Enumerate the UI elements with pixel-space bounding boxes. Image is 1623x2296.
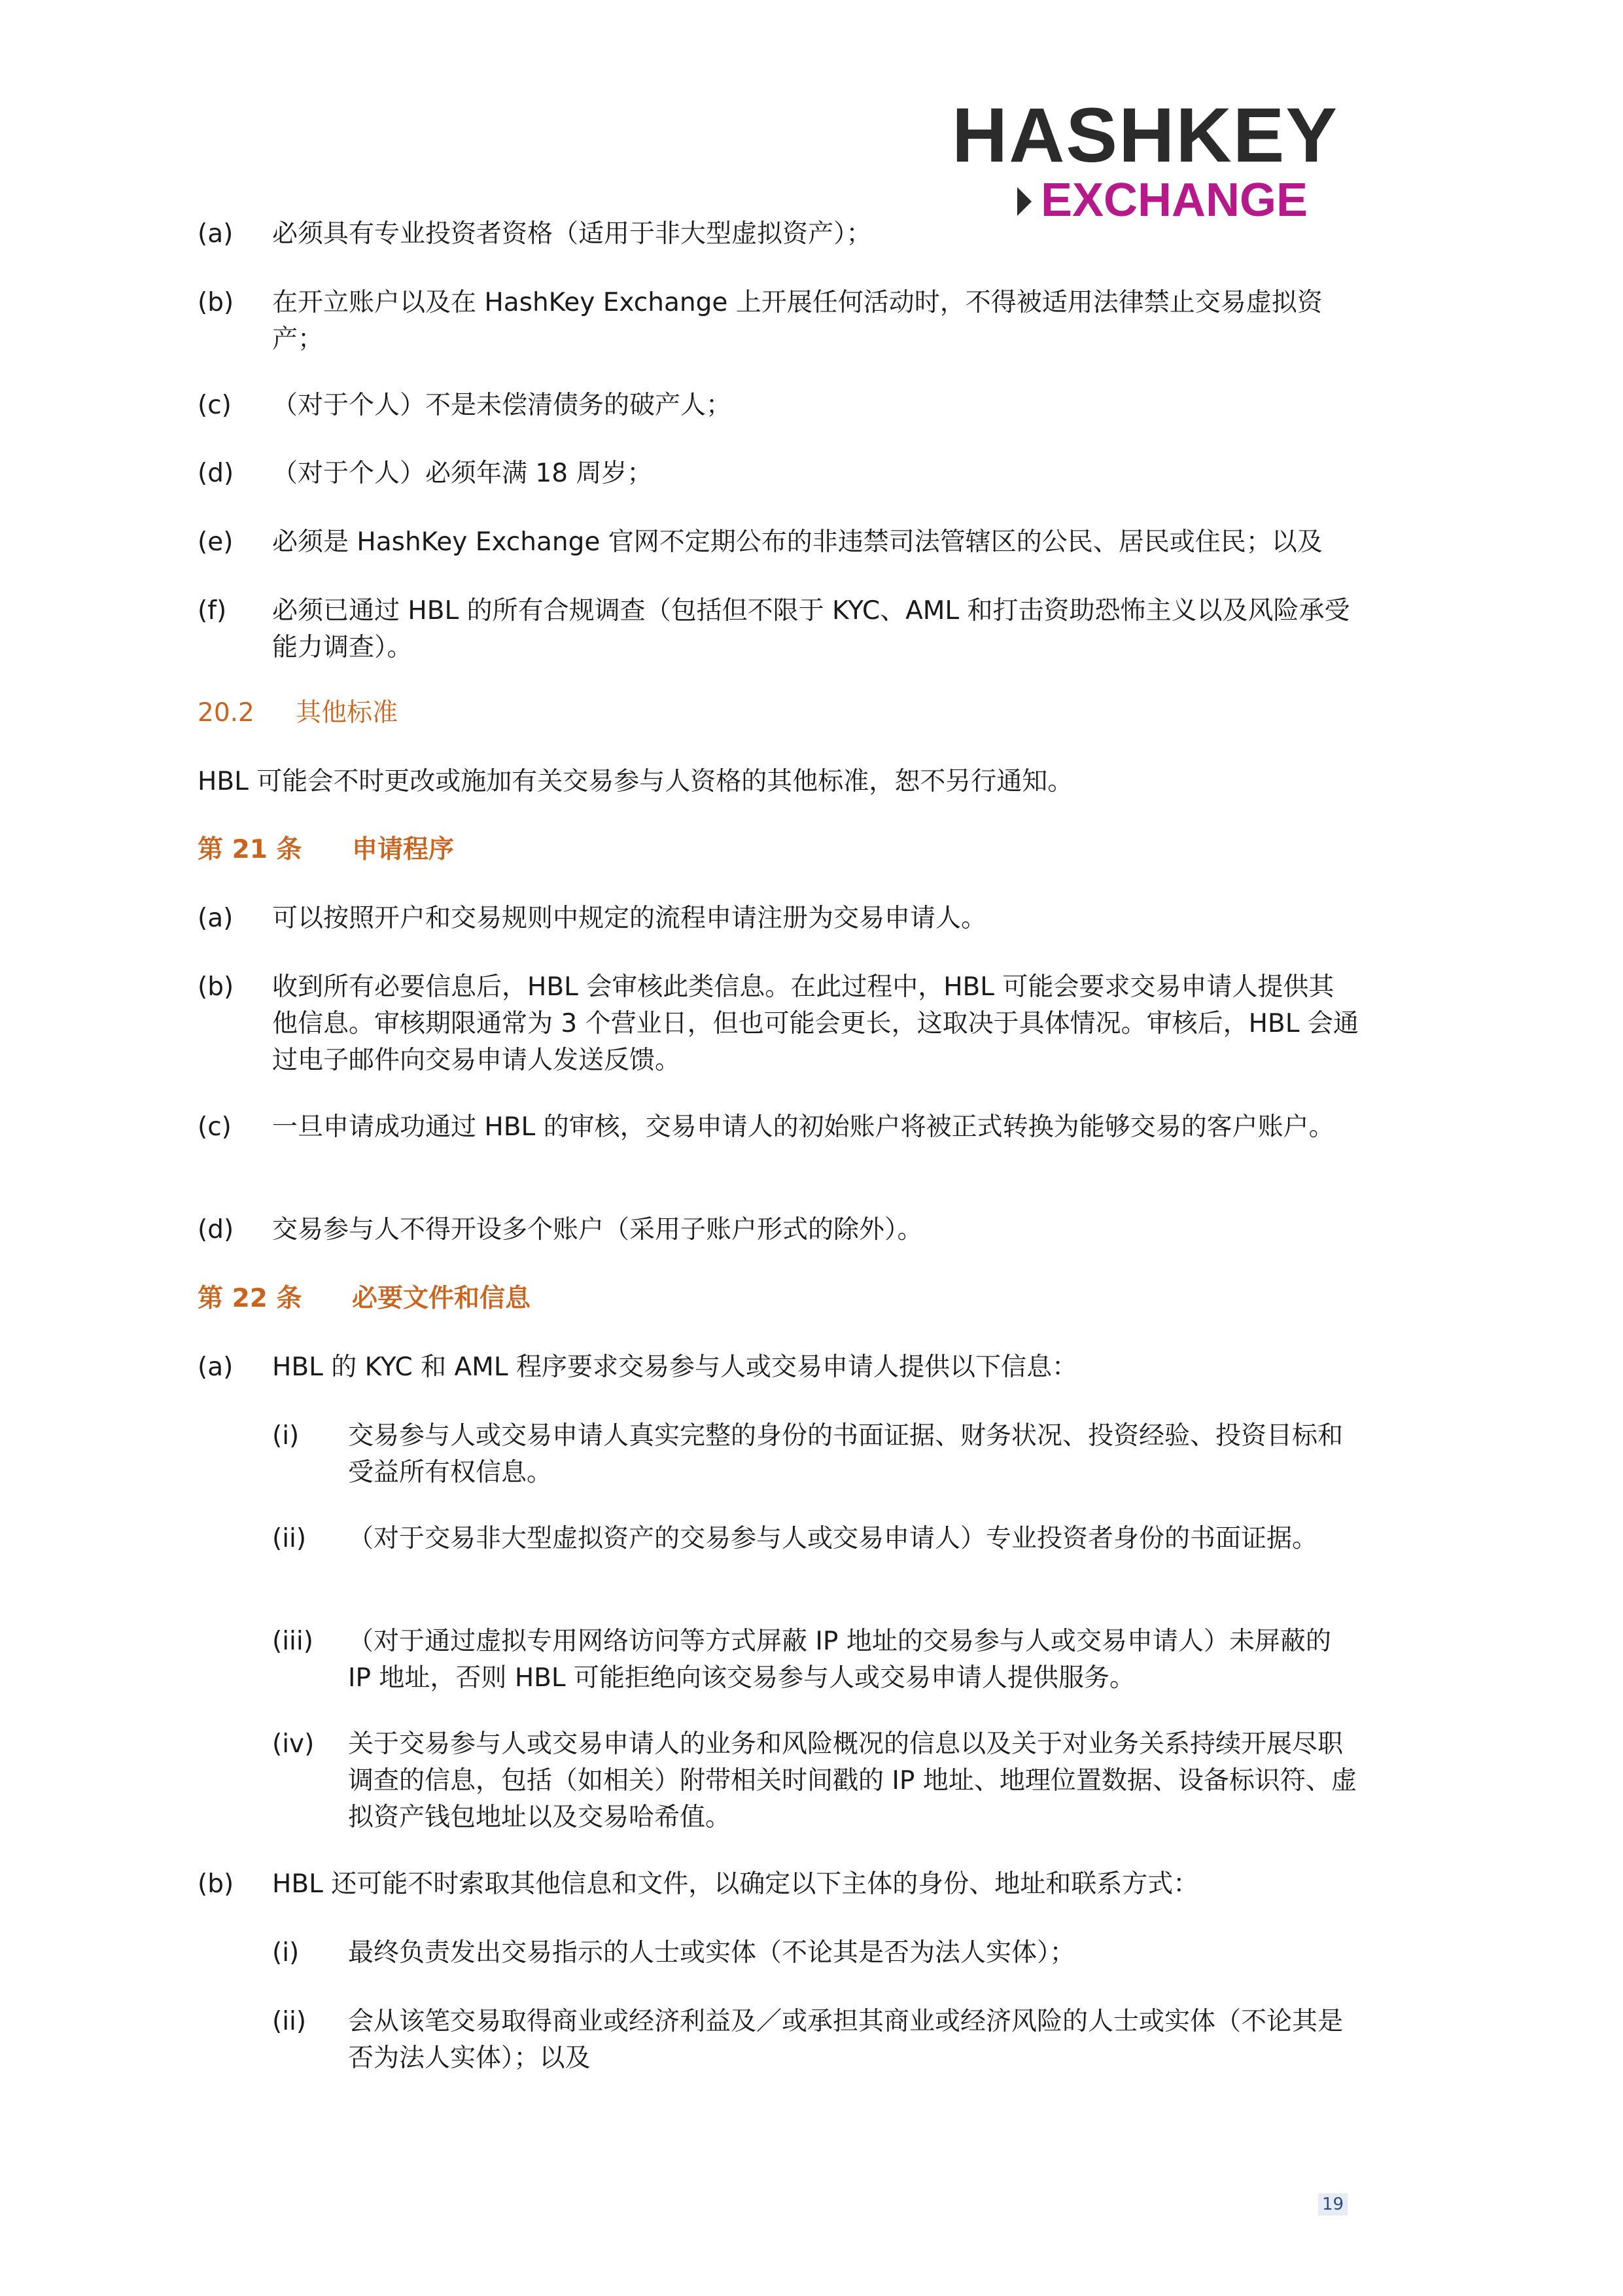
item-text: HBL 还可能不时索取其他信息和文件，以确定以下主体的身份、地址和联系方式： [272,1869,1199,1899]
sub-item-label: (ii) [272,2007,307,2036]
logo-wordmark-bottom: EXCHANGE [1041,174,1308,226]
item-text: （对于个人）必须年满 18 周岁； [272,459,653,488]
article-title: 申请程序 [352,835,455,864]
item-text: 在开立账户以及在 HashKey Exchange 上开展任何活动时，不得被适用法律禁止交易虚拟资产； [272,288,1323,354]
item-label: (b) [198,288,234,317]
sub-item-label: (i) [272,1938,300,1968]
sub-item-text: 最终负责发出交易指示的人士或实体（不论其是否为法人实体）； [348,1938,1075,1968]
item-label: (a) [198,219,234,249]
article-number: 第 22 条 [198,1284,302,1313]
item-label: (d) [198,1215,234,1245]
sub-item-text: 会从该笔交易取得商业或经济利益及／或承担其商业或经济风险的人士或实体（不论其是否为法人实体）；以及 [348,2007,1344,2073]
item-text: 必须是 HashKey Exchange 官网不定期公布的非违禁司法管辖区的公民、居民或住民；以及 [272,527,1323,557]
item-text: 一旦申请成功通过 HBL 的审核，交易申请人的初始账户将被正式转换为能够交易的客户账户。 [272,1112,1335,1142]
item-label: (d) [198,459,234,488]
item-text: 必须已通过 HBL 的所有合规调查（包括但不限于 KYC、AML 和打击资助恐怖主义以及风险承受能力调查）。 [272,596,1350,662]
sub-item-text: （对于交易非大型虚拟资产的交易参与人或交易申请人）专业投资者身份的书面证据。 [348,1524,1318,1553]
sub-item-text: （对于通过虚拟专用网络访问等方式屏蔽 IP 地址的交易参与人或交易申请人）未屏蔽的 IP 地址，否则 HBL 可能拒绝向该交易参与人或交易申请人提供服务。 [348,1627,1331,1693]
sub-item-label: (iii) [272,1627,313,1656]
section-title: 其他标准 [296,698,398,728]
hashkey-exchange-logo [952,92,1344,228]
item-label: (a) [198,1352,234,1382]
item-text: 交易参与人不得开设多个账户（采用子账户形式的除外）。 [272,1215,923,1245]
item-label: (a) [198,904,234,933]
logo-wordmark-top: HASHKEY [952,92,1338,179]
paragraph-text: HBL 可能会不时更改或施加有关交易参与人资格的其他标准，恕不另行通知。 [198,767,1073,796]
item-label: (b) [198,972,234,1002]
item-text: 收到所有必要信息后，HBL 会审核此类信息。在此过程中，HBL 可能会要求交易申请人提供其他信息。审核期限通常为 3 个营业日，但也可能会更长，这取决于具体情况。审核后，HBL 会通过电子邮件向交易申请人发送反馈。 [272,972,1359,1075]
item-label: (b) [198,1869,234,1899]
page-number: 19 [1318,2193,1348,2216]
article-number: 第 21 条 [198,835,302,864]
item-label: (f) [198,596,227,626]
sub-item-label: (iv) [272,1729,315,1759]
article-title: 必要文件和信息 [352,1284,531,1313]
sub-item-label: (ii) [272,1524,307,1553]
sub-item-text: 交易参与人或交易申请人真实完整的身份的书面证据、财务状况、投资经验、投资目标和受益所有权信息。 [348,1421,1344,1487]
item-text: 可以按照开户和交易规则中规定的流程申请注册为交易申请人。 [272,904,987,933]
item-label: (c) [198,391,232,420]
logo-arrow-icon [1017,187,1032,216]
sub-item-text: 关于交易参与人或交易申请人的业务和风险概况的信息以及关于对业务关系持续开展尽职调查的信息，包括（如相关）附带相关时间戳的 IP 地址、地理位置数据、设备标识符、虚拟资产钱包地址以及交易哈希值。 [348,1729,1357,1832]
item-text: HBL 的 KYC 和 AML 程序要求交易参与人或交易申请人提供以下信息： [272,1352,1077,1382]
section-number: 20.2 [198,698,254,728]
item-text: 必须具有专业投资者资格（适用于非大型虚拟资产）； [272,219,872,249]
item-label: (c) [198,1112,232,1142]
item-label: (e) [198,527,234,557]
item-text: （对于个人）不是未偿清债务的破产人； [272,391,732,420]
sub-item-label: (i) [272,1421,300,1451]
